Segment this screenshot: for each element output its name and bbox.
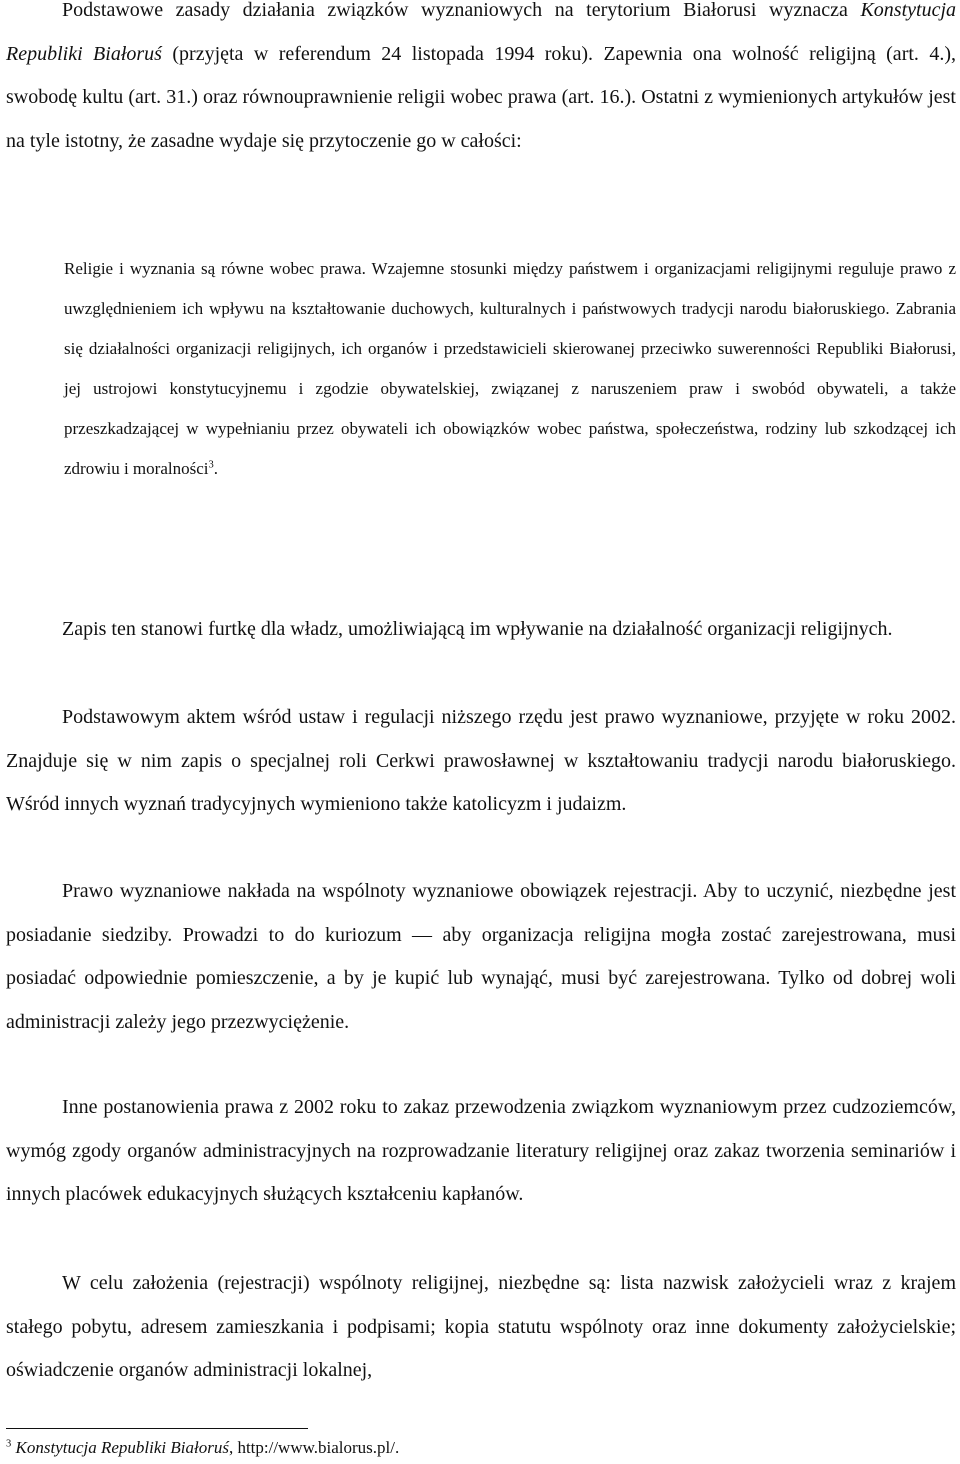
paragraph-constitution-intro (6, 0, 956, 163)
constitution-title: Konstytucja Republiki Białoruś (6, 0, 956, 65)
paragraph-other-provisions: Inne postanowienia prawa z 2002 roku to zakaz przewodzenia związkom wyznaniowym przez cudzoziemców, wymóg zgody organów administracyjnych na rozprowadzanie literatury religijnej oraz zakaz tworzenia seminariów i innych placówek edukacyjnych służących kształceniu kapłanów. (6, 1096, 956, 1205)
quote-end: . (213, 459, 218, 478)
text-span: (przyjęta w referendum 24 listopada 1994 roku). Zapewnia ona wolność religijną (art. 4.), swobodę kultu (art. 31.) oraz równouprawnienie religii wobec prawa (art. 16.). Ostatni z wymienionych artykułów jest na tyle istotny, że zasadne wydaje się przytoczenie go w całości: (6, 42, 956, 152)
text-span: Podstawowe zasady działania związków wyznaniowych na terytorium Białorusi wyznacza (62, 0, 861, 21)
footnote-reference[interactable]: 3 (208, 459, 214, 471)
paragraph-loophole: Zapis ten stanowi furtkę dla władz, umożliwiającą im wpływanie na działalność organizacji religijnych. (62, 618, 893, 640)
footnote (6, 1437, 906, 1459)
footnote-link[interactable]: , http://www.bialorus.pl/. (228, 1438, 400, 1457)
paragraph-registration: Prawo wyznaniowe nakłada na wspólnoty wyznaniowe obowiązek rejestracji. Aby to uczynić, niezbędne jest posiadanie siedziby. Prowadzi to do kuriozum — aby organizacja religijna mogła zostać zarejestrowana, musi posiadać odpowiednie pomieszczenie, a by je kupić lub wynająć, musi być zarejestrowana. Tylko od dobrej woli administracji zależy jego przezwyciężenie. (6, 880, 956, 1033)
paragraph-religious-law: Podstawowym aktem wśród ustaw i regulacji niższego rzędu jest prawo wyznaniowe, przyjęte w roku 2002. Znajduje się w nim zapis o specjalnej roli Cerkwi prawosławnej w kształtowaniu tradycji narodu białoruskiego. Wśród innych wyznań tradycyjnych wymieniono także katolicyzm i judaizm. (6, 706, 956, 815)
footnote-divider (6, 1428, 308, 1429)
footnote-number: 3 (6, 1438, 12, 1450)
block-quote-article-16 (64, 249, 956, 489)
paragraph-founding-requirements: W celu założenia (rejestracji) wspólnoty religijnej, niezbędne są: lista nazwisk założycieli wraz z krajem stałego pobytu, adresem zamieszkania i podpisami; kopia statutu wspólnoty oraz inne dokumenty założycielskie; oświadczenie organów administracji lokalnej, (6, 1272, 956, 1381)
quote-text: Religie i wyznania są równe wobec prawa. Wzajemne stosunki między państwem i organizacjami religijnymi reguluje prawo z uwzględnieniem ich wpływu na kształtowanie duchowych, kulturalnych i państwowych tradycji narodu białoruskiego. Zabrania się działalności organizacji religijnych, ich organów i przedstawicieli skierowanej przeciwko suwerenności Republiki Białorusi, jej ustrojowi konstytucyjnemu i zgodzie obywatelskiej, związanej z naruszeniem praw i swobód obywateli, a także przeszkadzającej w wypełnianiu przez obywateli ich obowiązków wobec państwa, społeczeństwa, rodziny lub szkodzącej ich zdrowiu i moralności (64, 259, 956, 478)
footnote-title: Konstytucja Republiki Białoruś (15, 1438, 229, 1457)
